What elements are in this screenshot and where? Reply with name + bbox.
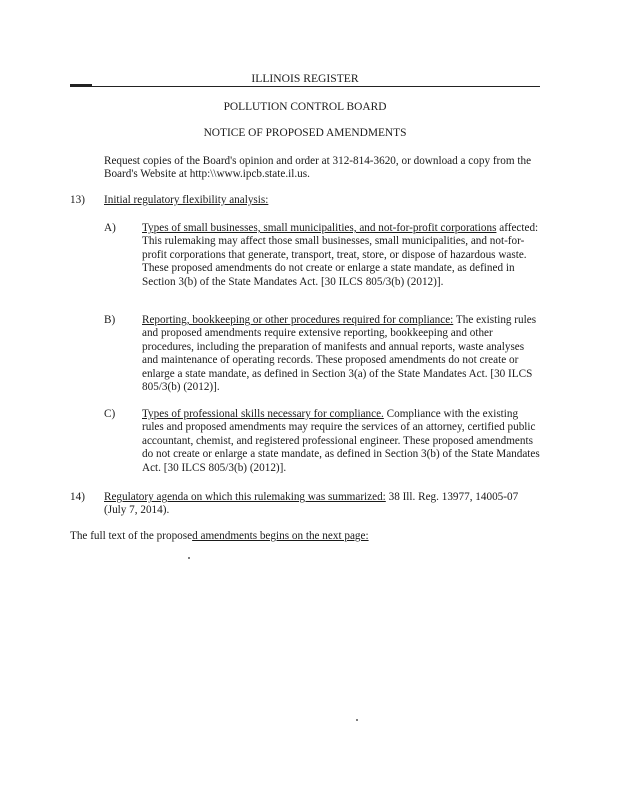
section-13-number: 13) [70, 194, 85, 206]
notice-title: NOTICE OF PROPOSED AMENDMENTS [203, 127, 407, 139]
header-rule [70, 86, 540, 87]
section-14-title: Regulatory agenda on which this rulemaking was summarized: [104, 491, 386, 503]
item-b-letter: B) [104, 314, 116, 326]
item-a-paragraph [142, 222, 542, 289]
item-c-paragraph [142, 408, 542, 475]
closing-lead: The full text of the propose [70, 530, 193, 542]
scan-speck [188, 557, 190, 559]
item-b-paragraph [142, 314, 542, 394]
closing-underlined: d amendments begins on the next page: [192, 530, 369, 542]
item-b-body: The existing rules and proposed amendments require extensive reporting, bookkeeping and other procedures, including the preparation of manifests and annual reports, waste analyses and maintenance of operating records. These proposed amendments do not create or enlarge a state mandate, as defined in Section 3(a) of the State Mandates Act. [30 ILCS 805/3(b) (2012)]. [142, 314, 537, 394]
item-a-title: Types of small businesses, small municipalities, and not-for-profit corporations [142, 222, 497, 234]
section-13-heading: Initial regulatory flexibility analysis: [104, 194, 269, 206]
section-14-paragraph [104, 491, 542, 518]
item-a-letter: A) [104, 222, 116, 234]
closing-sentence [70, 530, 540, 543]
item-c-title: Types of professional skills necessary for compliance. [142, 408, 384, 420]
section-14-body: 38 Ill. Reg. 13977, 14005-07 (July 7, 2014). [104, 491, 519, 517]
item-c-body: Compliance with the existing rules and proposed amendments may require the services of an attorney, certified public accountant, chemist, and registered professional engineer. These proposed amendments do not create or enlarge a state mandate, as defined in Section 3(b) of the State Mandates Act. [30 ILCS 805/3(b) (2012)]. [142, 408, 540, 474]
register-title: ILLINOIS REGISTER [251, 72, 359, 85]
section-14-number: 14) [70, 491, 85, 503]
board-title: POLLUTION CONTROL BOARD [223, 101, 387, 113]
scan-speck [356, 719, 358, 721]
item-b-title: Reporting, bookkeeping or other procedures required for compliance: [142, 314, 454, 326]
request-paragraph: Request copies of the Board's opinion and order at 312-814-3620, or download a copy from the Board's Website at http:\\www.ipcb.state.il.us. [104, 155, 532, 181]
item-c-letter: C) [104, 408, 116, 420]
item-a-body: affected: This rulemaking may affect those small businesses, small municipalities, and not-for-profit corporations that generate, transport, treat, store, or dispose of hazardous waste. These proposed amendments do not create or enlarge a state mandate, as defined in Section 3(b) of the State Mandates Act. [30 ILCS 805/3(b) (2012)]. [142, 222, 539, 288]
